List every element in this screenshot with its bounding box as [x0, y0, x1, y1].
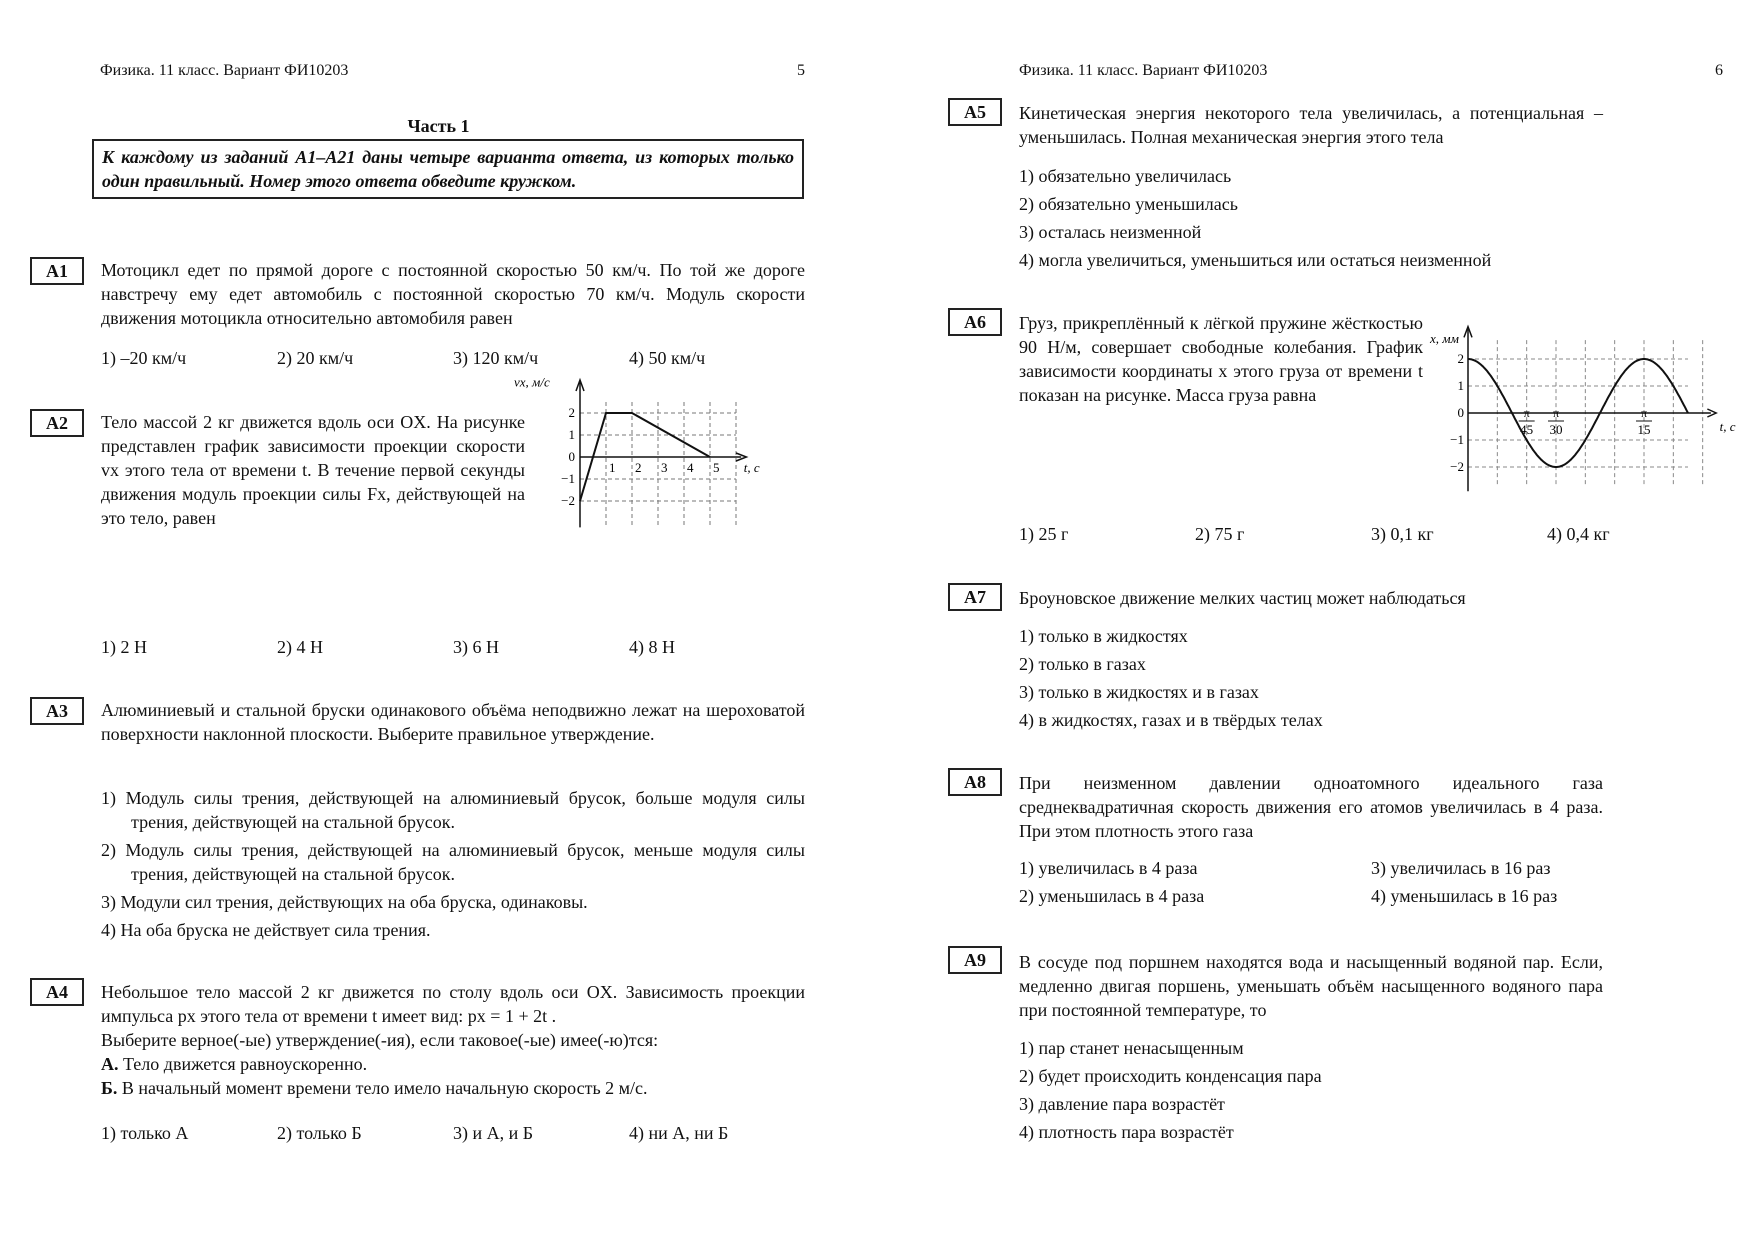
chart-axes — [576, 380, 746, 527]
oscillation-chart — [1430, 305, 1750, 505]
option-a3-4[interactable]: 4) На оба бруска не действует сила трения. — [101, 920, 431, 940]
options-a4 — [101, 1121, 805, 1145]
question-text-a4-main: Небольшое тело массой 2 кг движется по столу вдоль оси OX. Зависимость проекции импульса px этого тела от времени t имеет вид: px = 1 + 2t . — [101, 982, 805, 1026]
question-label-a5: А5 — [948, 98, 1002, 126]
options-a3 — [101, 786, 805, 946]
instructions-box: К каждому из заданий А1–А21 даны четыре варианта ответа, из которых только один правильный. Номер этого ответа обведите кружком. — [92, 139, 804, 199]
options-a6 — [1019, 522, 1719, 546]
option-a6-1[interactable]: 1) 25 г — [1019, 524, 1069, 544]
question-text-a8: При неизменном давлении одноатомного идеального газа среднеквадратичная скорость движения его атомов увеличилась в 4 раза. При этом плотность этого газа — [1019, 773, 1603, 841]
part-title: Часть 1 — [407, 116, 470, 136]
option-a5-4[interactable]: 4) могла увеличиться, уменьшиться или остаться неизменной — [1019, 250, 1492, 270]
x-tick-label-pi: π — [1552, 406, 1560, 420]
question-text-a7: Броуновское движение мелких частиц может наблюдаться — [1019, 588, 1466, 608]
velocity-time-chart — [514, 374, 800, 595]
option-a7-2[interactable]: 2) только в газах — [1019, 654, 1146, 674]
statement-a-text: Тело движется равноускоренно. — [118, 1054, 368, 1074]
option-a4-4[interactable]: 4) ни А, ни Б — [629, 1123, 729, 1143]
option-a1-4[interactable]: 4) 50 км/ч — [629, 348, 706, 368]
option-a9-3[interactable]: 3) давление пара возрастёт — [1019, 1094, 1225, 1114]
question-label-a6: А6 — [948, 308, 1002, 336]
question-text-a2: Тело массой 2 кг движется вдоль оси OX. На рисунке представлен график зависимости проекции скорости vx этого тела от времени t. В течение первой секунды движения модуль проекции силы Fx, действующей на это тело, равен — [101, 412, 525, 528]
question-text-a6: Груз, прикреплённый к лёгкой пружине жёсткостью 90 Н/м, совершает свободные колебания. График зависимости координаты x этого груза от времени t показан на рисунке. Масса груза равна — [1019, 313, 1423, 405]
question-label-a3: А3 — [30, 697, 84, 725]
question-label-a9: А9 — [948, 946, 1002, 974]
option-a1-2[interactable]: 2) 20 км/ч — [277, 348, 354, 368]
option-a9-2[interactable]: 2) будет происходить конденсация пара — [1019, 1066, 1322, 1086]
y-tick-label: −1 — [561, 471, 575, 486]
chart-xlabel: t, с — [1719, 419, 1736, 434]
option-a1-1[interactable]: 1) –20 км/ч — [101, 348, 187, 368]
option-a2-2[interactable]: 2) 4 Н — [277, 637, 323, 657]
page-header: Физика. 11 класс. Вариант ФИ10203 — [1019, 62, 1268, 79]
option-a5-2[interactable]: 2) обязательно уменьшилась — [1019, 194, 1238, 214]
option-a4-3[interactable]: 3) и А, и Б — [453, 1123, 534, 1143]
option-a6-4[interactable]: 4) 0,4 кг — [1547, 524, 1610, 544]
statement-b — [101, 1076, 805, 1100]
question-text-a4-prompt: Выберите верное(-ые) утверждение(-ия), если таковое(-ые) имее(-ю)тся: — [101, 1030, 659, 1050]
option-a7-3[interactable]: 3) только в жидкостях и в газах — [1019, 682, 1259, 702]
x-tick-label: 1 — [609, 460, 616, 475]
option-a2-1[interactable]: 1) 2 Н — [101, 637, 147, 657]
options-a2 — [101, 635, 805, 659]
y-tick-label: 1 — [1457, 378, 1464, 393]
y-tick-label: 2 — [1457, 351, 1464, 366]
question-text-a5: Кинетическая энергия некоторого тела увеличилась, а потенциальная – уменьшилась. Полная механическая энергия этого тела — [1019, 103, 1603, 147]
question-text-a9: В сосуде под поршнем находятся вода и насыщенный водяной пар. Если, медленно двигая поршень, уменьшать объём насыщенного водяного пара при постоянной температуре, то — [1019, 952, 1603, 1020]
y-tick-label: 0 — [1457, 405, 1464, 420]
options-a9 — [1019, 1034, 1719, 1146]
statement-b-label: Б. — [101, 1078, 118, 1098]
x-tick-label-denominator: 45 — [1520, 422, 1534, 437]
option-a9-1[interactable]: 1) пар станет ненасыщенным — [1019, 1038, 1244, 1058]
chart-ylabel: vx, м/с — [514, 374, 550, 390]
option-a3-2[interactable]: 2) Модуль силы трения, действующей на алюминиевый брусок, меньше модуля силы трения, действующей на стальной брусок. — [101, 840, 805, 884]
options-a8-col2 — [1371, 854, 1721, 910]
y-tick-label: 0 — [568, 449, 575, 464]
x-tick-label-denominator: 30 — [1549, 422, 1563, 437]
option-a7-4[interactable]: 4) в жидкостях, газах и в твёрдых телах — [1019, 710, 1323, 730]
question-text-a1: Мотоцикл едет по прямой дороге с постоянной скоростью 50 км/ч. По той же дороге навстречу ему едет автомобиль с постоянной скоростью 70 км/ч. Модуль скорости движения мотоцикла относительно автомобиля равен — [101, 260, 805, 328]
option-a5-1[interactable]: 1) обязательно увеличилась — [1019, 166, 1232, 186]
x-tick-label: 4 — [687, 460, 694, 475]
option-a3-3[interactable]: 3) Модули сил трения, действующих на оба бруска, одинаковы. — [101, 892, 588, 912]
option-a3-1[interactable]: 1) Модуль силы трения, действующей на алюминиевый брусок, больше модуля силы трения, действующей на стальной брусок. — [101, 788, 805, 832]
question-label-a4: А4 — [30, 978, 84, 1006]
x-tick-label: 2 — [635, 460, 642, 475]
options-a7 — [1019, 622, 1719, 734]
x-tick-label: 5 — [713, 460, 720, 475]
y-tick-label: −2 — [1450, 459, 1464, 474]
option-a2-4[interactable]: 4) 8 Н — [629, 637, 675, 657]
option-a8-3[interactable]: 3) увеличилась в 16 раз — [1371, 858, 1551, 878]
option-a6-2[interactable]: 2) 75 г — [1195, 524, 1245, 544]
option-a6-3[interactable]: 3) 0,1 кг — [1371, 524, 1434, 544]
x-tick-label: 3 — [661, 460, 668, 475]
option-a5-3[interactable]: 3) осталась неизменной — [1019, 222, 1202, 242]
question-text-a4 — [101, 980, 805, 1100]
question-text-a3: Алюминиевый и стальной бруски одинакового объёма неподвижно лежат на шероховатой поверхности наклонной плоскости. Выберите правильное утверждение. — [101, 700, 805, 744]
question-label-a8: А8 — [948, 768, 1002, 796]
option-a4-1[interactable]: 1) только А — [101, 1123, 189, 1143]
statement-a — [101, 1052, 805, 1076]
page-number: 5 — [797, 62, 805, 79]
chart-ylabel: x, мм — [1430, 330, 1459, 346]
question-label-a2: А2 — [30, 409, 84, 437]
option-a7-1[interactable]: 1) только в жидкостях — [1019, 626, 1188, 646]
options-a5 — [1019, 162, 1719, 274]
chart-xlabel: t, с — [743, 460, 760, 475]
y-tick-label: 1 — [568, 427, 575, 442]
question-label-a1: А1 — [30, 257, 84, 285]
option-a9-4[interactable]: 4) плотность пара возрастёт — [1019, 1122, 1234, 1142]
x-tick-label-pi: π — [1523, 406, 1530, 420]
x-tick-label-pi: π — [1640, 406, 1648, 420]
option-a8-4[interactable]: 4) уменьшилась в 16 раз — [1371, 886, 1558, 906]
page-number: 6 — [1715, 62, 1723, 79]
statement-b-text: В начальный момент времени тело имело начальную скорость 2 м/с. — [117, 1078, 648, 1098]
option-a8-1[interactable]: 1) увеличилась в 4 раза — [1019, 858, 1198, 878]
options-a1 — [101, 346, 805, 370]
x-tick-label-denominator: 15 — [1637, 422, 1651, 437]
option-a4-2[interactable]: 2) только Б — [277, 1123, 362, 1143]
option-a8-2[interactable]: 2) уменьшилась в 4 раза — [1019, 886, 1205, 906]
options-a8-col1 — [1019, 854, 1369, 910]
option-a2-3[interactable]: 3) 6 Н — [453, 637, 499, 657]
y-tick-label: −2 — [561, 493, 575, 508]
question-label-a7: А7 — [948, 583, 1002, 611]
statement-a-label: А. — [101, 1054, 119, 1074]
y-tick-label: 2 — [568, 405, 575, 420]
page-header: Физика. 11 класс. Вариант ФИ10203 — [100, 62, 349, 79]
option-a1-3[interactable]: 3) 120 км/ч — [453, 348, 539, 368]
y-tick-label: −1 — [1450, 432, 1464, 447]
